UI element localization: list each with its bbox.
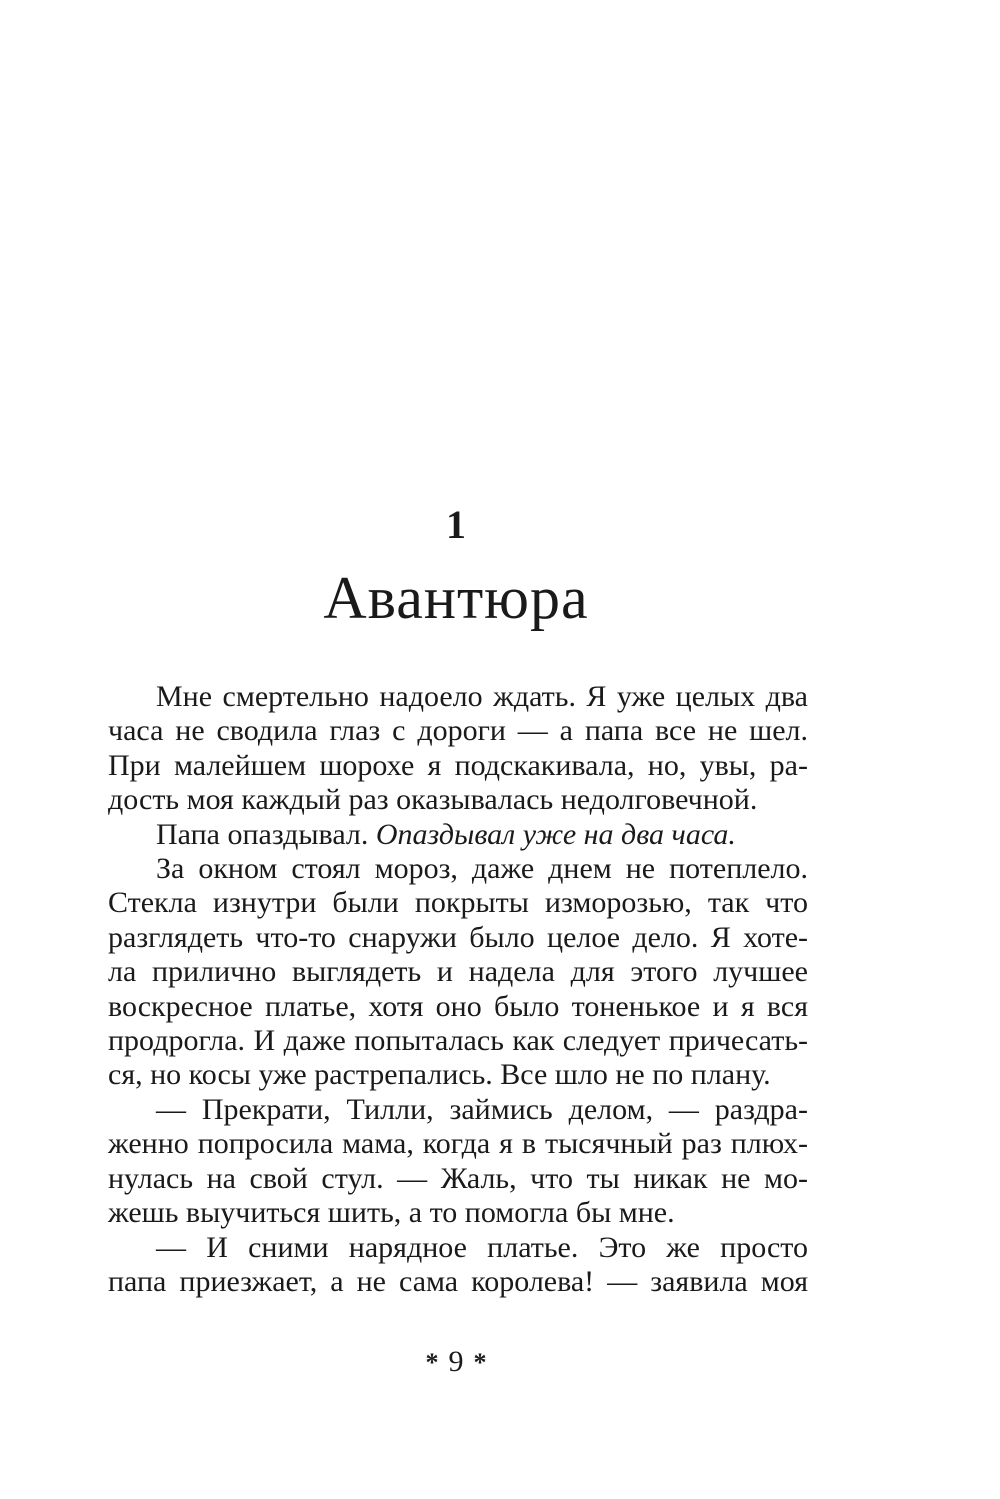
text-line: жешь выучиться шить, а то помогла бы мне. — [108, 1196, 675, 1230]
italic-text-run: Опаздывал уже на два часа. — [375, 817, 736, 851]
text-line: ся, но косы уже растрепались. Все шло не по плану. — [108, 1058, 771, 1092]
text-line: разглядеть что-то снаружи было целое дело. Я хоте- — [108, 920, 808, 954]
star-ornament-icon: * — [473, 1348, 487, 1377]
text-line: При малейшем шорохе я подскакивала, но, увы, ра- — [108, 748, 808, 782]
text-line: воскресное платье, хотя оно было тоненькое и я вся — [108, 989, 808, 1023]
text-line: продрогла. И даже попыталась как следует причесать- — [108, 1024, 808, 1058]
text-line: — И сними нарядное платье. Это же просто — [156, 1230, 808, 1264]
text-line: дость моя каждый раз оказывалась недолговечной. — [108, 783, 758, 817]
text-line — [108, 818, 808, 852]
star-ornament-icon: * — [425, 1348, 439, 1377]
text-line: Мне смертельно надоело ждать. Я уже целых два — [156, 680, 808, 713]
body-text — [108, 680, 808, 1299]
page-footer — [0, 1342, 912, 1383]
text-line: женно попросила мама, когда я в тысячный раз плюх- — [108, 1127, 808, 1161]
text-line: Стекла изнутри были покрыты изморозью, так что — [108, 886, 808, 920]
text-run: Папа опаздывал. — [156, 817, 376, 851]
text-line: За окном стоял мороз, даже днем не потеплело. — [156, 852, 808, 886]
chapter-number: 1 — [446, 502, 466, 547]
text-line: — Прекрати, Тилли, займись делом, — раздра- — [156, 1092, 808, 1126]
text-line: папа приезжает, а не сама королева! — заявила моя — [108, 1264, 808, 1298]
text-line: часа не сводила глаз с дороги — а папа все не шел. — [108, 714, 808, 748]
page-number: 9 — [448, 1345, 464, 1378]
text-line: нулась на свой стул. — Жаль, что ты никак не мо- — [108, 1161, 808, 1195]
chapter-title: Авантюра — [323, 565, 589, 631]
text-line: ла прилично выглядеть и надела для этого лучшее — [108, 955, 808, 989]
